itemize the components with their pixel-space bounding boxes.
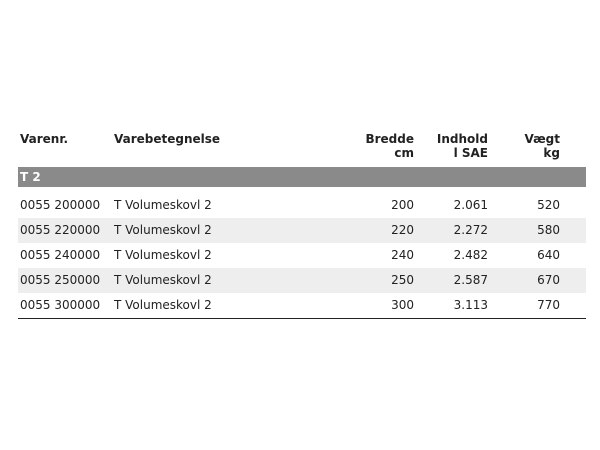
cell-indhold: 2.272 <box>453 223 488 237</box>
table-row <box>18 268 586 293</box>
cell-bredde: 220 <box>391 223 414 237</box>
table-row <box>18 193 586 218</box>
cell-indhold: 2.061 <box>453 198 488 212</box>
cell-varenr: 0055 240000 <box>20 248 101 262</box>
cell-indhold: 3.113 <box>453 298 488 312</box>
cell-varenr: 0055 220000 <box>20 223 101 237</box>
header-vaegt <box>524 132 560 160</box>
group-header: T 2 <box>18 167 586 187</box>
cell-indhold: 2.587 <box>453 273 488 287</box>
header-varebetegnelse: Varebetegnelse <box>114 132 221 146</box>
cell-vaegt: 520 <box>537 198 560 212</box>
cell-desc: T Volumeskovl 2 <box>114 248 212 262</box>
table-body <box>18 193 586 319</box>
cell-varenr: 0055 250000 <box>20 273 101 287</box>
header-indhold <box>437 132 488 160</box>
table-row <box>18 293 586 318</box>
table-row <box>18 218 586 243</box>
header-vaegt-unit: kg <box>543 146 560 160</box>
cell-bredde: 240 <box>391 248 414 262</box>
cell-vaegt: 640 <box>537 248 560 262</box>
cell-bredde: 250 <box>391 273 414 287</box>
header-indhold-label: Indhold <box>436 132 488 146</box>
product-table <box>18 128 586 319</box>
cell-vaegt: 580 <box>537 223 560 237</box>
cell-varenr: 0055 300000 <box>20 298 101 312</box>
header-bredde-label: Bredde <box>365 132 414 146</box>
cell-desc: T Volumeskovl 2 <box>114 198 212 212</box>
header-varenr: Varenr. <box>20 132 69 146</box>
cell-vaegt: 670 <box>537 273 560 287</box>
cell-bredde: 200 <box>391 198 414 212</box>
table-row <box>18 243 586 268</box>
cell-varenr: 0055 200000 <box>20 198 101 212</box>
header-bredde <box>365 132 414 160</box>
header-bredde-unit: cm <box>394 146 414 160</box>
cell-bredde: 300 <box>391 298 414 312</box>
header-indhold-unit: l SAE <box>453 146 488 160</box>
table-header <box>18 128 586 166</box>
cell-indhold: 2.482 <box>453 248 488 262</box>
cell-desc: T Volumeskovl 2 <box>114 223 212 237</box>
header-vaegt-label: Vægt <box>524 132 560 146</box>
cell-desc: T Volumeskovl 2 <box>114 273 212 287</box>
cell-desc: T Volumeskovl 2 <box>114 298 212 312</box>
cell-vaegt: 770 <box>537 298 560 312</box>
